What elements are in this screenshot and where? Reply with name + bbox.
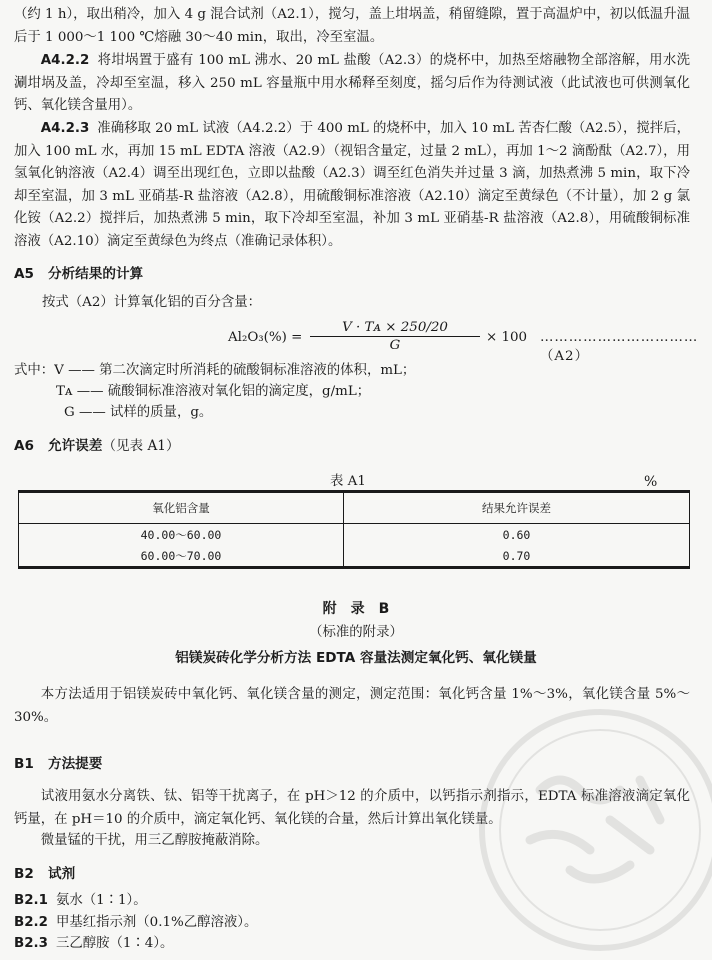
paragraph-b1-2: 微量锰的干扰，用三乙醇胺掩蔽消除。 <box>40 833 269 848</box>
table-cell: 0.70 <box>344 545 690 568</box>
section-suffix: （见表 A1） <box>102 438 180 454</box>
appendix-nature: （标准的附录） <box>309 625 403 640</box>
table-row <box>19 545 690 568</box>
table-cell: 60.00～70.00 <box>19 545 344 568</box>
section-heading-a5 <box>14 262 143 282</box>
tolerance-table <box>18 490 690 569</box>
formula-multiplier: × 100 <box>486 330 528 345</box>
section-number: A5 <box>14 266 34 282</box>
clause-number: A4.2.3 <box>40 121 90 136</box>
section-title: 允许误差 <box>48 438 103 454</box>
formula-a2 <box>180 320 699 364</box>
section-number: B2 <box>14 866 34 882</box>
table-caption: 表 A1 <box>330 474 366 489</box>
section-heading-b1 <box>14 752 102 772</box>
item-text: 三乙醇胺（1∶4）。 <box>55 936 174 951</box>
formula-numerator: V · Tᴀ × 250/20 <box>310 320 480 337</box>
appendix-title: 铝镁炭砖化学分析方法 EDTA 容量法测定氧化钙、氧化镁量 <box>175 650 537 666</box>
table-unit: % <box>644 474 658 490</box>
clause-text: 准确移取 20 mL 试液（A4.2.2）于 400 mL 的烧杯中，加入 10 mL 苦杏仁酸（A2.5），搅拌后，加入 100 mL 水，再加 15 mL EDTA 溶液（A2.9）（视铝含量定，过量 2 mL），再加 1～2 滴酚酞（A2.7），用氢氧化钠溶液（A2.4）调至出现红色，立即以盐酸（A2.3）调至红色消失并过量 3 滴，加热煮沸 5 min，取下冷却至室温，加 3 mL 亚硝基-R 盐溶液（A2.8），用硫酸铜标准溶液（A2.10）滴定至黄绿色（不计量），加 2 g 氯化铵（A2.2）搅拌后，加热煮沸 5 min，取下冷却至室温，补加 3 mL 亚硝基-R 盐溶液（A2.8），用硫酸铜标准溶液（A2.10）滴定至黄绿色为终点（准确记录体积）。 <box>14 121 690 249</box>
table-header-row <box>19 492 690 524</box>
clause-text: 将坩埚置于盛有 100 mL 沸水、20 mL 盐酸（A2.3）的烧杯中，加热至熔融物全部溶解，用水洗涮坩埚及盖，冷却至室温，移入 250 mL 容量瓶中用水稀释至刻度，摇匀后作为待测试液（此试液也可供测氧化钙、氧化镁含量用）。 <box>14 53 690 114</box>
formula-intro: 按式（A2）计算氧化铝的百分含量： <box>42 295 262 310</box>
item-text: 氨水（1∶1）。 <box>55 893 147 908</box>
section-number: A6 <box>14 438 34 454</box>
clause-number: A4.2.2 <box>40 53 90 68</box>
where-line-1: 式中：V —— 第二次滴定时所消耗的硫酸铜标准溶液的体积，mL； <box>14 363 416 378</box>
list-item <box>14 933 173 954</box>
list-item <box>14 890 147 911</box>
item-number: B2.1 <box>14 893 48 908</box>
watermark-seal-icon <box>470 700 712 960</box>
where-line-3: G —— 试样的质量，g。 <box>64 405 213 420</box>
formula-denominator: G <box>389 338 401 353</box>
paragraph-scope: 本方法适用于铝镁炭砖中氧化钙、氧化镁含量的测定，测定范围：氧化钙含量 1%～3%，氧化镁含量 5%～30%。 <box>14 687 690 725</box>
section-title: 方法提要 <box>48 756 103 772</box>
where-line-2: Tᴀ —— 硫酸铜标准溶液对氧化铝的滴定度，g/mL； <box>56 384 371 399</box>
section-title: 试剂 <box>48 866 76 882</box>
paragraph-a4-2-2 <box>14 50 690 118</box>
section-heading-b2 <box>14 862 75 882</box>
section-title: 分析结果的计算 <box>48 266 144 282</box>
formula-label: ……………………………（A2） <box>540 330 699 364</box>
table-header-cell: 结果允许误差 <box>344 492 690 524</box>
paragraph-a4-2-3 <box>14 118 690 254</box>
table-row <box>19 524 690 546</box>
table-cell: 0.60 <box>344 524 690 546</box>
item-number: B2.3 <box>14 936 48 951</box>
formula-fraction <box>310 320 480 353</box>
paragraph-a4-2-1-cont: （约 1 h），取出稍冷，加入 4 g 混合试剂（A2.1），搅匀，盖上坩埚盖，稍留缝隙，置于高温炉中，初以低温升温后于 1 000～1 100 ℃熔融 30～40 min，取出，冷至室温。 <box>14 7 690 45</box>
table-cell: 40.00～60.00 <box>19 524 344 546</box>
formula-lhs: Al₂O₃(%) = <box>228 330 303 345</box>
appendix-label: 附 录 B <box>322 601 390 617</box>
section-heading-a6 <box>14 434 180 454</box>
section-number: B1 <box>14 756 34 772</box>
paragraph-b1-1: 试液用氨水分离铁、钛、铝等干扰离子，在 pH＞12 的介质中，以钙指示剂指示，EDTA 标准溶液滴定氧化钙量，在 pH＝10 的介质中，滴定氧化钙、氧化镁的合量，然后计算出氧化镁量。 <box>14 789 690 827</box>
table-header-cell: 氧化铝含量 <box>19 492 344 524</box>
item-number: B2.2 <box>14 915 48 930</box>
item-text: 甲基红指示剂（0.1%乙醇溶液）。 <box>55 915 258 930</box>
list-item <box>14 912 257 933</box>
